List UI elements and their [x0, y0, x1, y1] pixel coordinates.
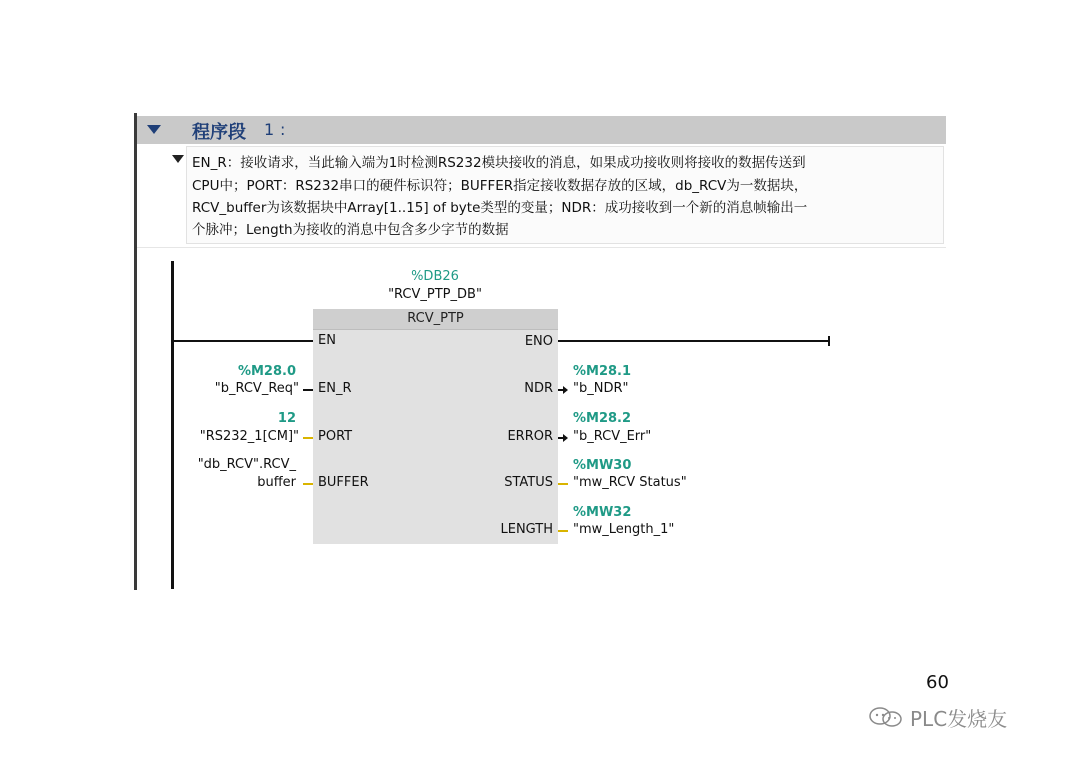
- operand-ndr-address[interactable]: %M28.1: [573, 364, 632, 379]
- pin-en: EN: [318, 333, 336, 348]
- pin-error: ERROR: [507, 429, 553, 444]
- divider: [137, 247, 946, 248]
- operand-error-symbol[interactable]: "b_RCV_Err": [573, 429, 652, 444]
- pin-buffer: BUFFER: [318, 475, 369, 490]
- comment-line-2: CPU中；PORT：RS232串口的硬件标识符；BUFFER指定接收数据存放的区域，db_RCV为一数据块，: [192, 178, 808, 194]
- operand-buffer-symbol-line2[interactable]: buffer: [257, 475, 296, 490]
- wechat-icon: [868, 706, 904, 728]
- operand-buffer-symbol-line1[interactable]: "db_RCV".RCV_: [197, 457, 296, 472]
- pin-port: PORT: [318, 429, 353, 444]
- operand-length-address[interactable]: %MW32: [573, 505, 632, 520]
- wire-length: [558, 530, 568, 532]
- comment-line-1: EN_R：接收请求，当此输入端为1时检测RS232模块接收的消息，如果成功接收则将接收的数据传送到: [192, 155, 806, 171]
- rung-end-marker: [828, 336, 830, 346]
- operand-en-r-address[interactable]: %M28.0: [237, 364, 296, 379]
- instance-db-symbol[interactable]: "RCV_PTP_DB": [388, 287, 482, 302]
- operand-error-address[interactable]: %M28.2: [573, 411, 632, 426]
- operand-status-symbol[interactable]: "mw_RCV Status": [573, 475, 687, 490]
- pin-length: LENGTH: [500, 522, 553, 537]
- arrow-error-icon: [563, 434, 568, 442]
- instance-db-address[interactable]: %DB26: [411, 269, 459, 284]
- arrow-ndr-icon: [563, 386, 568, 394]
- wire-port: [303, 437, 313, 439]
- rung-wire-right: [558, 340, 830, 342]
- pin-ndr: NDR: [524, 381, 553, 396]
- wire-en-r: [303, 389, 313, 391]
- function-block-name: RCV_PTP: [407, 311, 464, 326]
- comment-line-4: 个脉冲；Length为接收的消息中包含多少字节的数据: [192, 222, 509, 238]
- operand-en-r-symbol[interactable]: "b_RCV_Req": [214, 381, 299, 396]
- network-title-colon: :: [280, 120, 286, 139]
- rung-wire-left: [174, 340, 313, 342]
- network-header-bar[interactable]: [137, 116, 946, 144]
- pin-status: STATUS: [504, 475, 553, 490]
- operand-port-address[interactable]: 12: [277, 411, 296, 426]
- network-title: 程序段: [192, 122, 246, 143]
- wire-buffer: [303, 483, 313, 485]
- network-left-border: [134, 113, 137, 590]
- operand-port-symbol[interactable]: "RS232_1[CM]": [199, 429, 299, 444]
- collapse-comment-icon[interactable]: [172, 155, 184, 163]
- wire-status: [558, 483, 568, 485]
- comment-line-3: RCV_buffer为该数据块中Array[1..15] of byte类型的变量；NDR：成功接收到一个新的消息帧输出一: [192, 200, 808, 216]
- power-rail: [171, 261, 174, 589]
- operand-status-address[interactable]: %MW30: [573, 458, 632, 473]
- operand-ndr-symbol[interactable]: "b_NDR": [573, 381, 629, 396]
- page-number: 60: [926, 672, 949, 693]
- operand-length-symbol[interactable]: "mw_Length_1": [573, 522, 675, 537]
- network-number: 1: [264, 120, 275, 139]
- pin-en-r: EN_R: [318, 381, 352, 396]
- collapse-network-icon[interactable]: [147, 125, 161, 134]
- pin-eno: ENO: [524, 334, 553, 349]
- watermark-text: PLC发烧友: [910, 707, 1008, 731]
